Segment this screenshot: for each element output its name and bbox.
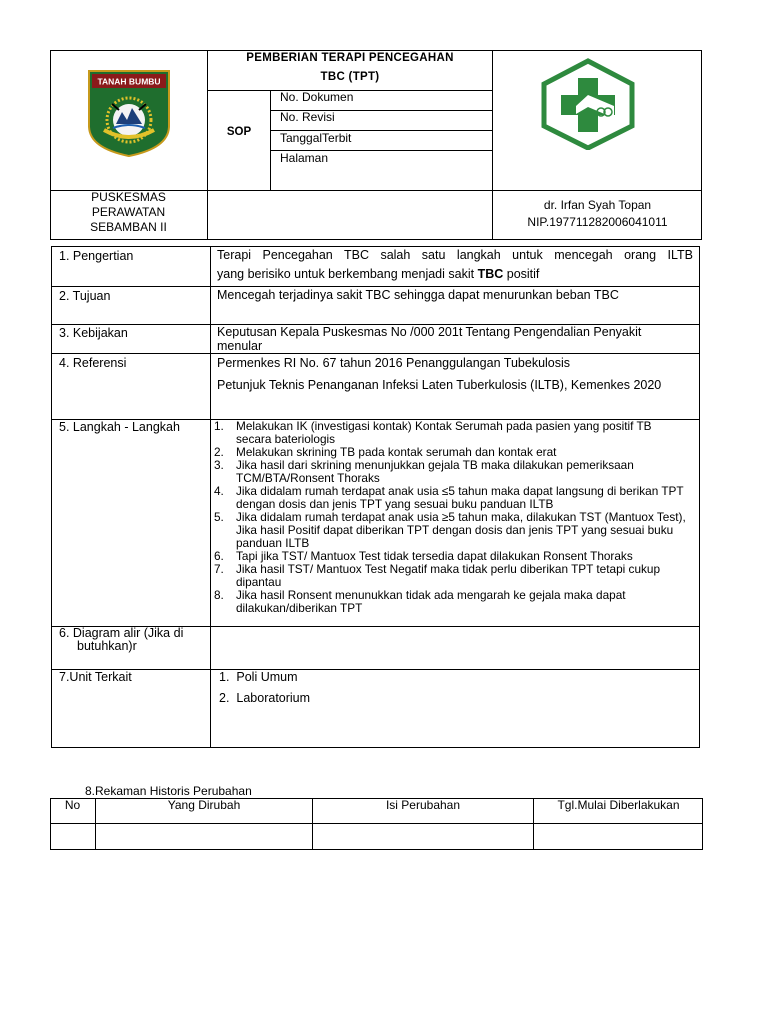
label-unit-terkait: 7.Unit Terkait bbox=[59, 670, 132, 684]
title-line-1: PEMBERIAN TERAPI PENCEGAHAN bbox=[246, 52, 454, 64]
text-referensi-2: Petunjuk Teknis Penanganan Infeksi Laten Tuberkulosis (ILTB), Kemenkes 2020 bbox=[217, 378, 662, 392]
tanah-bumbu-logo bbox=[86, 68, 172, 158]
text-kebijakan: Keputusan Kepala Puskesmas No /000 201t Tentang Pengendalian Penyakit menular bbox=[217, 325, 642, 353]
label-tujuan: 2. Tujuan bbox=[59, 289, 111, 303]
text-tujuan: Mencegah terjadinya sakit TBC sehingga dapat menurunkan beban TBC bbox=[217, 288, 619, 302]
svg-text:TANAH BUMBU: TANAH BUMBU bbox=[97, 76, 161, 87]
col-isi-perubahan: Isi Perubahan bbox=[385, 798, 461, 812]
unit-item-laboratorium: 2. Laboratorium bbox=[219, 691, 311, 705]
field-no-revisi: No. Revisi bbox=[280, 110, 335, 124]
unit-item-poli-umum: 1. Poli Umum bbox=[219, 670, 298, 684]
col-yang-dirubah: Yang Dirubah bbox=[167, 798, 241, 812]
label-pengertian: 1. Pengertian bbox=[59, 249, 134, 263]
signatory-nip: NIP.197711282006041011 bbox=[527, 215, 668, 229]
sop-label: SOP bbox=[226, 126, 252, 138]
field-halaman: Halaman bbox=[280, 151, 329, 165]
label-kebijakan: 3. Kebijakan bbox=[59, 326, 128, 340]
text-referensi-1: Permenkes RI No. 67 tahun 2016 Penanggulangan Tubekulosis bbox=[217, 356, 571, 370]
text-pengertian-line1: Terapi Pencegahan TBC salah satu langkah untuk mencegah orang ILTB bbox=[217, 248, 693, 262]
step-item: 6. Tapi jika TST/ Mantuox Test tidak tersedia dapat dilakukan Ronsent Thoraks bbox=[214, 549, 633, 563]
signatory-block bbox=[493, 197, 702, 231]
historis-table bbox=[50, 798, 703, 850]
step-item: 1. Melakukan IK (investigasi kontak) Kontak Serumah pada pasien yang positif TB secara bateriologis bbox=[214, 419, 652, 446]
sop-content-table bbox=[51, 246, 700, 748]
step-item: 8. Jika hasil Ronsent menunukkan tidak ada mengarah ke gejala maka dapat dilakukan/diberikan TPT bbox=[214, 588, 626, 615]
text-pengertian-line2: yang berisiko untuk berkembang menjadi sakit TBC positif bbox=[217, 267, 540, 281]
organization-name: PUSKESMAS PERAWATAN SEBAMBAN II bbox=[90, 190, 167, 234]
steps-list bbox=[210, 420, 690, 615]
label-diagram-alir: 6. Diagram alir (Jika di butuhkan)r bbox=[59, 626, 184, 653]
historis-title: 8.Rekaman Historis Perubahan bbox=[85, 784, 252, 798]
step-item: 2. Melakukan skrining TB pada kontak serumah dan kontak erat bbox=[214, 445, 557, 459]
signatory-name: dr. Irfan Syah Topan bbox=[543, 198, 652, 212]
sop-header-table bbox=[50, 50, 702, 240]
step-item: 4. Jika didalam rumah terdapat anak usia ≤5 tahun maka dapat langsung di berikan TPT dengan dosis dan jenis TPT yang sesuai buku panduan ILTB bbox=[214, 484, 684, 511]
label-langkah: 5. Langkah - Langkah bbox=[59, 420, 180, 434]
field-no-dokumen: No. Dokumen bbox=[280, 90, 354, 104]
field-tanggal-terbit: TanggalTerbit bbox=[280, 131, 352, 145]
title-line-2: TBC (TPT) bbox=[320, 71, 380, 83]
col-tgl-mulai: Tgl.Mulai Diberlakukan bbox=[557, 798, 680, 812]
step-item: 7. Jika hasil TST/ Mantuox Test Negatif maka tidak perlu diberikan TPT tetapi cukup dipantau bbox=[214, 562, 661, 589]
label-referensi: 4. Referensi bbox=[59, 356, 127, 370]
step-item: 3. Jika hasil dari skrining menunjukkan gejala TB maka dilakukan pemeriksaan TCM/BTA/Ronsent Thoraks bbox=[214, 458, 634, 485]
col-no: No bbox=[64, 798, 81, 812]
step-item: 5. Jika didalam rumah terdapat anak usia ≥5 tahun maka, dilakukan TST (Mantuox Test), Jika hasil Positif dapat diberikan TPT dengan dosis dan jenis TPT yang sesuai buku panduan ILTB bbox=[214, 510, 686, 550]
document-title bbox=[208, 50, 492, 90]
puskesmas-logo bbox=[538, 58, 638, 150]
